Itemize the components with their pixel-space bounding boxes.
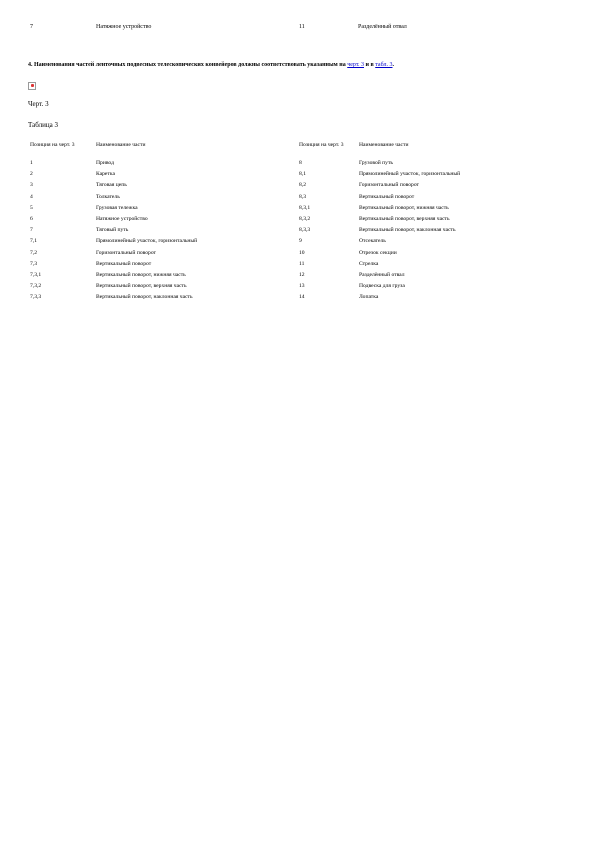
row-cell-name: Разделённый отвал	[358, 24, 407, 30]
part-name-cell: Вертикальный поворот	[96, 260, 152, 267]
part-name-cell: Тяговая цепь	[96, 182, 127, 189]
row-cell-name: Натяжное устройство	[96, 24, 152, 30]
part-name-cell: Грузовой путь	[359, 160, 393, 166]
position-cell: 8,3,3	[299, 227, 311, 234]
column-header: Позиция на черт. 3	[30, 142, 75, 148]
position-cell: 2	[30, 171, 33, 178]
part-name-cell: Вертикальный поворот, верхняя часть	[96, 283, 187, 290]
table-row	[28, 283, 521, 294]
part-name-cell: Толкатель	[96, 193, 120, 200]
table-row	[28, 205, 521, 216]
position-cell: 8,3,1	[299, 204, 311, 211]
table-row	[28, 272, 521, 283]
position-cell: 12	[299, 271, 305, 278]
part-name-cell: Вертикальный поворот, верхняя часть	[359, 215, 450, 222]
position-cell: 7,3	[30, 260, 37, 267]
row-cell-position: 11	[299, 24, 305, 30]
part-name-cell: Каретка	[96, 171, 115, 178]
position-cell: 6	[30, 215, 33, 222]
part-name-cell: Натяжное устройство	[96, 215, 148, 222]
position-cell: 8,2	[299, 182, 306, 189]
table-row	[28, 238, 521, 249]
part-name-cell: Отсекатель	[359, 238, 386, 245]
position-cell: 8,3,2	[299, 215, 311, 222]
table-row	[28, 294, 521, 305]
position-cell: 13	[299, 283, 305, 290]
table-row	[28, 250, 521, 261]
table-row	[28, 194, 521, 205]
paragraph-text: .	[392, 62, 394, 68]
parts-table	[28, 142, 521, 305]
position-cell: 8,3	[299, 193, 306, 200]
part-name-cell: Вертикальный поворот, нижняя часть	[96, 271, 186, 278]
table-3-link[interactable]: табл. 3	[375, 62, 393, 68]
part-name-cell: Горизонтальный поворот	[359, 182, 419, 189]
paragraph-text: и в	[364, 62, 376, 68]
part-name-cell: Лопатка	[359, 294, 379, 301]
table-row	[28, 160, 521, 171]
position-cell: 7,3,2	[30, 283, 42, 290]
position-cell: 8	[299, 160, 302, 166]
drawing-3-link[interactable]: черт. 3	[347, 62, 365, 68]
section-4-paragraph	[28, 62, 394, 69]
column-header: Позиция на черт. 3	[299, 142, 344, 148]
column-header: Наименование части	[96, 142, 146, 148]
part-name-cell: Тяговый путь	[96, 227, 129, 234]
part-name-cell: Горизонтальный поворот	[96, 249, 156, 256]
table-row	[28, 216, 521, 227]
position-cell: 8,1	[299, 171, 306, 178]
table-row	[28, 171, 521, 182]
table-row	[28, 227, 521, 238]
part-name-cell: Прямолинейный участок, горизонтальный	[96, 238, 198, 245]
position-cell: 3	[30, 182, 33, 189]
position-cell: 7	[30, 227, 33, 234]
part-name-cell: Грузовая тележка	[96, 204, 138, 211]
table-caption: Таблица 3	[28, 121, 58, 129]
figure-caption: Черт. 3	[28, 100, 49, 108]
position-cell: 4	[30, 193, 33, 200]
part-name-cell: Подвеска для груза	[359, 283, 405, 290]
part-name-cell: Прямолинейный участок, горизонтальный	[359, 171, 461, 178]
position-cell: 14	[299, 294, 305, 301]
row-cell-position: 7	[30, 24, 33, 30]
part-name-cell: Вертикальный поворот, наклонная часть	[359, 227, 456, 234]
table-row	[28, 182, 521, 193]
table-header-row	[28, 142, 521, 160]
position-cell: 9	[299, 238, 302, 245]
position-cell: 10	[299, 249, 305, 256]
broken-image-icon	[28, 82, 36, 90]
position-cell: 1	[30, 160, 33, 166]
position-cell: 7,1	[30, 238, 37, 245]
position-cell: 7,3,3	[30, 294, 42, 301]
table-row	[28, 261, 521, 272]
part-name-cell: Вертикальный поворот	[359, 193, 415, 200]
part-name-cell: Вертикальный поворот, нижняя часть	[359, 204, 449, 211]
part-name-cell: Вертикальный поворот, наклонная часть	[96, 294, 193, 301]
part-name-cell: Стрелка	[359, 260, 379, 267]
position-cell: 11	[299, 260, 305, 267]
part-name-cell: Привод	[96, 160, 114, 166]
column-header: Наименование части	[359, 142, 409, 148]
part-name-cell: Разделённый отвал	[359, 271, 405, 278]
paragraph-text: 4. Наименования частей ленточных подвесных телескопических конвейеров должны соответствовать указанным на	[28, 62, 348, 68]
position-cell: 7,3,1	[30, 271, 42, 278]
position-cell: 7,2	[30, 249, 37, 256]
part-name-cell: Отрезок секции	[359, 249, 397, 256]
position-cell: 5	[30, 204, 33, 211]
